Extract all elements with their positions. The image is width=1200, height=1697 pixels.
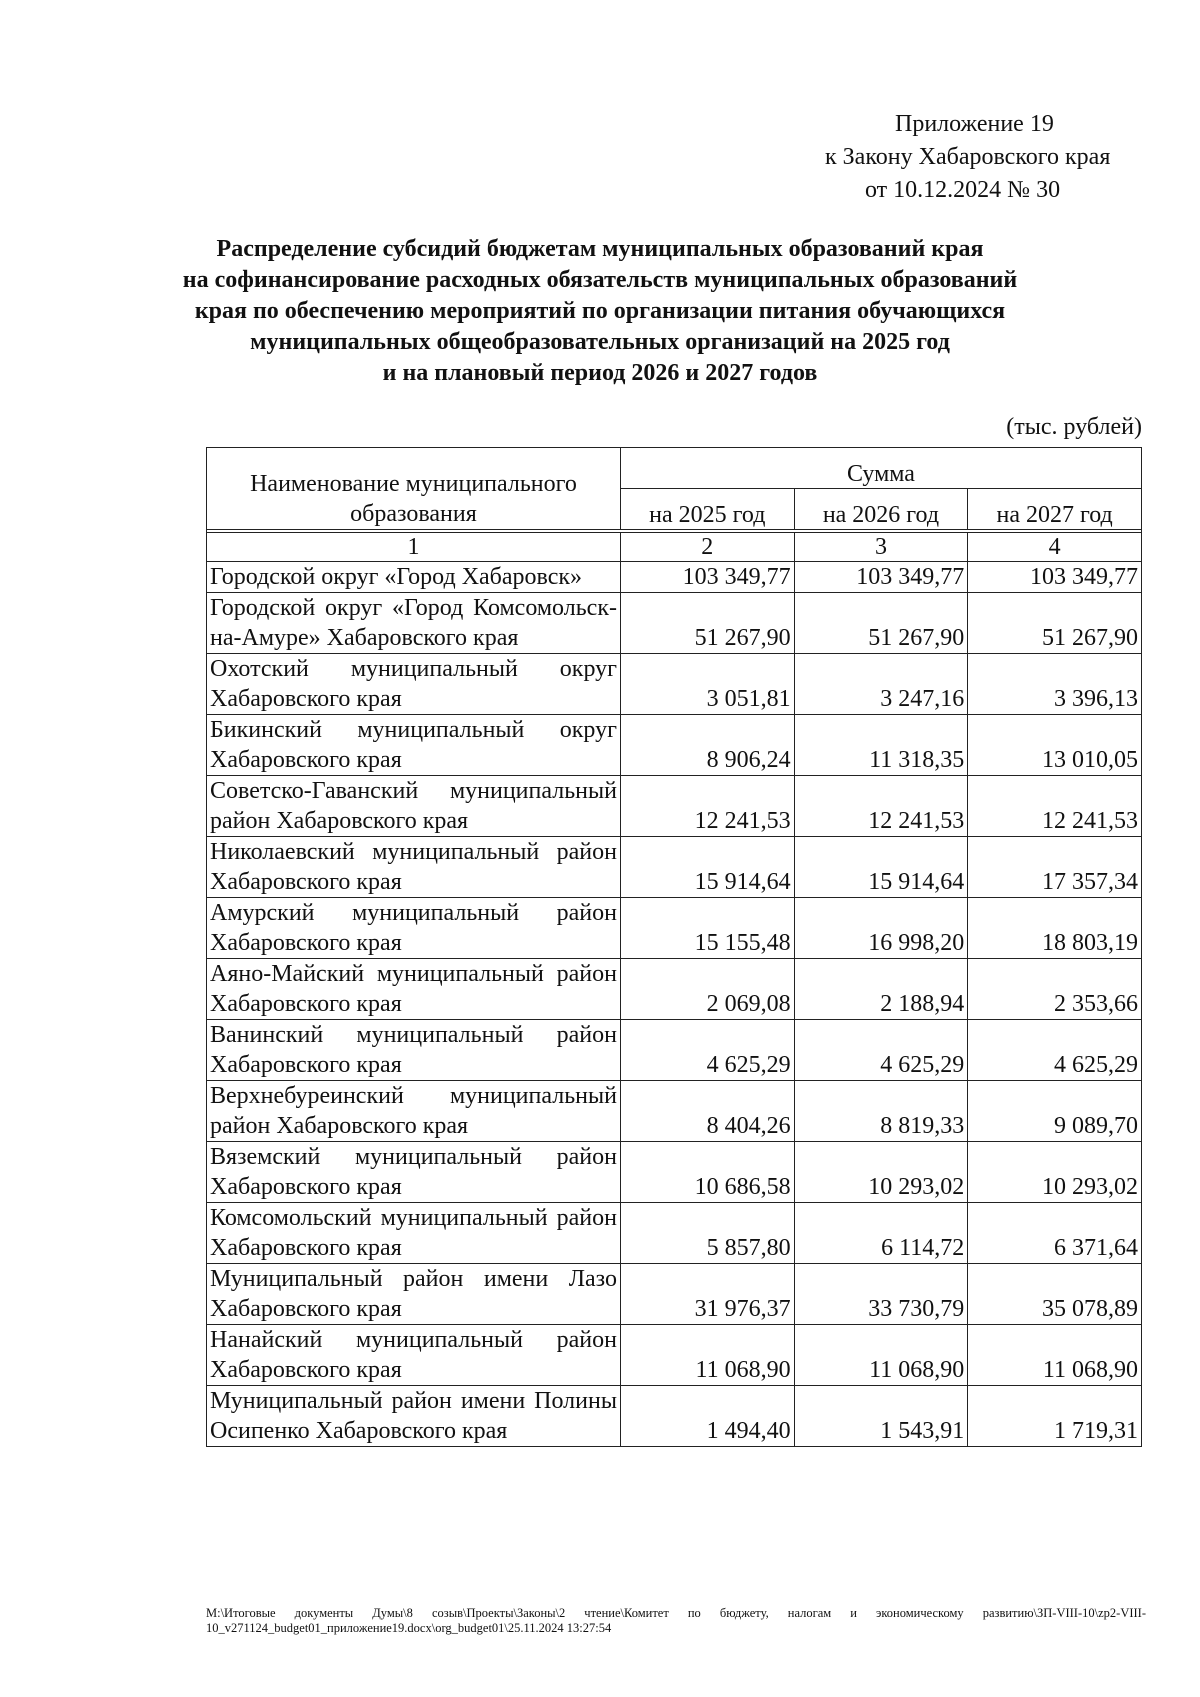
value-2026: 4 625,29	[794, 1020, 968, 1081]
appendix-law: к Закону Хабаровского края	[825, 144, 1111, 170]
appendix-block	[780, 108, 1110, 207]
value-2027: 13 010,05	[968, 715, 1142, 776]
table-row	[207, 1081, 1142, 1142]
value-2026: 15 914,64	[794, 837, 968, 898]
municipality-name: Вяземский муниципальный район Хабаровского края	[207, 1142, 621, 1203]
value-2027: 10 293,02	[968, 1142, 1142, 1203]
table-row	[207, 776, 1142, 837]
value-2027: 4 625,29	[968, 1020, 1142, 1081]
value-2026: 2 188,94	[794, 959, 968, 1020]
column-header-2027: на 2027 год	[968, 489, 1142, 530]
municipality-name: Охотский муниципальный округ Хабаровского края	[207, 654, 621, 715]
value-2025: 12 241,53	[620, 776, 794, 837]
value-2025: 10 686,58	[620, 1142, 794, 1203]
value-2027: 2 353,66	[968, 959, 1142, 1020]
title-line: и на плановый период 2026 и 2027 годов	[382, 360, 818, 386]
value-2027: 3 396,13	[968, 654, 1142, 715]
value-2025: 3 051,81	[620, 654, 794, 715]
value-2026: 11 068,90	[794, 1325, 968, 1386]
table-row	[207, 1142, 1142, 1203]
value-2025: 103 349,77	[620, 562, 794, 593]
value-2026: 12 241,53	[794, 776, 968, 837]
value-2026: 10 293,02	[794, 1142, 968, 1203]
value-2025: 15 155,48	[620, 898, 794, 959]
value-2026: 16 998,20	[794, 898, 968, 959]
value-2027: 51 267,90	[968, 593, 1142, 654]
table-row	[207, 1203, 1142, 1264]
municipality-name: Советско-Гаванский муниципальный район Хабаровского края	[207, 776, 621, 837]
appendix-number: Приложение 19	[895, 111, 1054, 137]
municipality-name: Муниципальный район имени Полины Осипенко Хабаровского края	[207, 1386, 621, 1447]
municipality-name: Ванинский муниципальный район Хабаровского края	[207, 1020, 621, 1081]
value-2027: 9 089,70	[968, 1081, 1142, 1142]
value-2027: 18 803,19	[968, 898, 1142, 959]
value-2025: 8 906,24	[620, 715, 794, 776]
municipality-name: Николаевский муниципальный район Хабаровского края	[207, 837, 621, 898]
value-2027: 11 068,90	[968, 1325, 1142, 1386]
column-number: 2	[620, 533, 794, 562]
value-2025: 1 494,40	[620, 1386, 794, 1447]
municipality-name: Комсомольский муниципальный район Хабаровского края	[207, 1203, 621, 1264]
municipality-name: Аяно-Майский муниципальный район Хабаровского края	[207, 959, 621, 1020]
value-2027: 1 719,31	[968, 1386, 1142, 1447]
table-row	[207, 898, 1142, 959]
table-row	[207, 1325, 1142, 1386]
title-line: Распределение субсидий бюджетам муниципальных образований края	[216, 236, 984, 262]
value-2027: 35 078,89	[968, 1264, 1142, 1325]
value-2025: 15 914,64	[620, 837, 794, 898]
value-2026: 3 247,16	[794, 654, 968, 715]
value-2025: 5 857,80	[620, 1203, 794, 1264]
value-2025: 31 976,37	[620, 1264, 794, 1325]
title-line: муниципальных общеобразовательных организаций на 2025 год	[250, 329, 950, 355]
municipality-name: Бикинский муниципальный округ Хабаровского края	[207, 715, 621, 776]
title-line: на софинансирование расходных обязательств муниципальных образований	[182, 267, 1018, 293]
value-2026: 33 730,79	[794, 1264, 968, 1325]
municipality-name: Городской округ «Город Хабаровск»	[207, 562, 621, 593]
column-header-name: Наименование муниципального образования	[207, 448, 621, 530]
document-title	[150, 234, 1050, 389]
value-2025: 4 625,29	[620, 1020, 794, 1081]
table-row	[207, 1264, 1142, 1325]
value-2025: 51 267,90	[620, 593, 794, 654]
column-number: 3	[794, 533, 968, 562]
value-2026: 1 543,91	[794, 1386, 968, 1447]
file-path-footer: M:\Итоговые документы Думы\8 созыв\Проекты\Законы\2 чтение\Комитет по бюджету, налогам и экономическому развитию\ЗП-VIII-10\zp2-VIII-10_v271124_budget01_приложение19.docx\org_budget01\25.11.2024 13:27:54	[206, 1606, 1146, 1635]
column-header-sum: Сумма	[620, 448, 1141, 489]
title-line: края по обеспечению мероприятий по организации питания обучающихся	[194, 298, 1006, 324]
value-2025: 8 404,26	[620, 1081, 794, 1142]
value-2026: 51 267,90	[794, 593, 968, 654]
value-2025: 2 069,08	[620, 959, 794, 1020]
value-2026: 11 318,35	[794, 715, 968, 776]
column-number: 4	[968, 533, 1142, 562]
table-row	[207, 593, 1142, 654]
municipality-name: Нанайский муниципальный район Хабаровского края	[207, 1325, 621, 1386]
table-row	[207, 837, 1142, 898]
table-row	[207, 959, 1142, 1020]
column-number: 1	[207, 533, 621, 562]
municipality-name: Верхнебуреинский муниципальный район Хабаровского края	[207, 1081, 621, 1142]
table-row	[207, 654, 1142, 715]
municipality-name: Городской округ «Город Комсомольск-на-Амуре» Хабаровского края	[207, 593, 621, 654]
value-2027: 6 371,64	[968, 1203, 1142, 1264]
value-2026: 6 114,72	[794, 1203, 968, 1264]
column-header-2025: на 2025 год	[620, 489, 794, 530]
column-header-2026: на 2026 год	[794, 489, 968, 530]
table-row	[207, 562, 1142, 593]
table-row	[207, 715, 1142, 776]
table-row	[207, 1020, 1142, 1081]
value-2027: 17 357,34	[968, 837, 1142, 898]
units-label: (тыс. рублей)	[1006, 414, 1142, 440]
value-2026: 8 819,33	[794, 1081, 968, 1142]
value-2025: 11 068,90	[620, 1325, 794, 1386]
value-2026: 103 349,77	[794, 562, 968, 593]
value-2027: 12 241,53	[968, 776, 1142, 837]
value-2027: 103 349,77	[968, 562, 1142, 593]
municipality-name: Муниципальный район имени Лазо Хабаровского края	[207, 1264, 621, 1325]
table-row	[207, 1386, 1142, 1447]
municipality-name: Амурский муниципальный район Хабаровского края	[207, 898, 621, 959]
appendix-date: от 10.12.2024 № 30	[865, 177, 1061, 203]
subsidy-table	[206, 447, 1142, 1447]
